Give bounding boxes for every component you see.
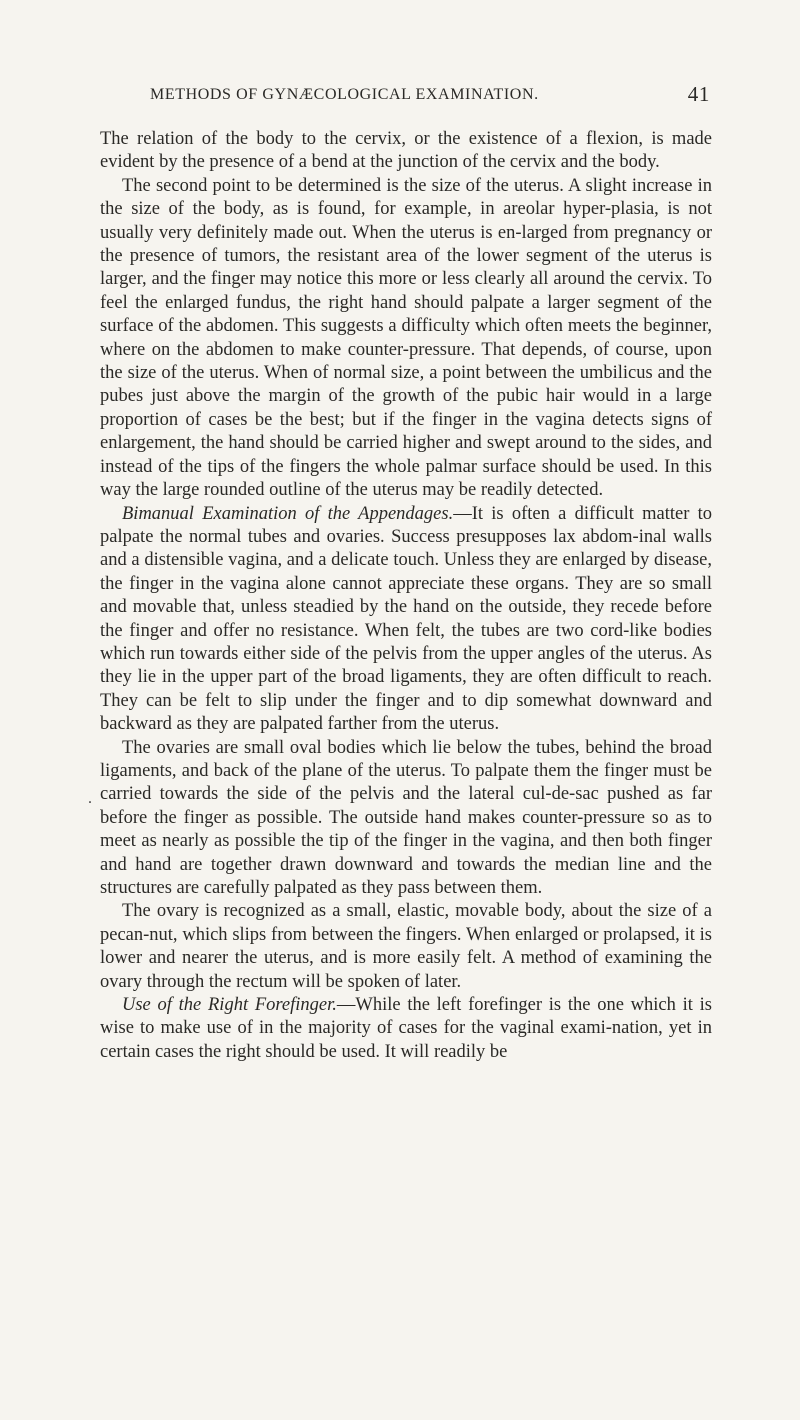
paragraph-text: The ovaries are small oval bodies which lie below the tubes, behind the broad ligaments, and back of the plane of the uterus. To palpate them the finger must be carried towards the side of the pelvis and the lateral cul-de-sac pushed as far before the finger as possible. The outside hand makes counter-pressure so as to meet as nearly as possible the tip of the finger in the vagina, and then both finger and hand are together drawn downward and towards the median line and the structures are carefully palpated as they pass between them.: [100, 737, 712, 898]
margin-mark: .: [88, 790, 92, 807]
paragraph-text: The ovary is recognized as a small, elastic, movable body, about the size of a pecan-nut, which slips from between the fingers. When enlarged or prolapsed, it is lower and nearer the uterus, and is more easily felt. A method of examining the ovary through the rectum will be spoken of later.: [100, 901, 712, 992]
running-head-title: METHODS OF GYNÆCOLOGICAL EXAMINATION.: [150, 86, 539, 103]
section-heading: Bimanual Examination of the Appendages.: [122, 503, 454, 524]
section-heading: Use of the Right Forefinger.: [122, 995, 337, 1016]
paragraph: [100, 737, 712, 901]
paragraph-text: The second point to be determined is the size of the uterus. A slight increase in the size of the body, as is found, for example, in areolar hyper-plasia, is not usually very definitely made out. When the uterus is en-larged from pregnancy or the presence of tumors, the resistant area of the lower segment of the uterus is larger, and the finger may notice this more or less clearly all around the cervix. To feel the enlarged fundus, the right hand should palpate a larger segment of the surface of the abdomen. This suggests a difficulty which often meets the beginner, where on the abdomen to make counter-pressure. That depends, of course, upon the size of the uterus. When of normal size, a point between the umbilicus and the pubes just above the margin of the growth of the pubic hair would in a large proportion of cases be the best; but if the finger in the vagina detects signs of enlargement, the hand should be carried higher and swept around to the sides, and instead of the tips of the fingers the whole palmar surface should be used. In this way the large rounded outline of the uterus may be readily detected.: [100, 175, 712, 501]
page-number: 41: [687, 82, 710, 106]
body-text: [100, 128, 712, 1064]
paragraph: [100, 128, 712, 175]
paragraph: [100, 175, 712, 503]
paragraph-text: —While the left forefinger is the one which it is wise to make use of in the majority of cases for the vaginal exami-nation, yet in certain cases the right should be used. It will readily be: [100, 995, 712, 1062]
paragraph-text: —It is often a difficult matter to palpate the normal tubes and ovaries. Success presupposes lax abdom-inal walls and a distensible vagina, and a delicate touch. Unless they are enlarged by disease, the finger in the vagina alone cannot appreciate these organs. They are so small and movable that, unless steadied by the hand on the outside, they recede before the finger and offer no resistance. When felt, the tubes are two cord-like bodies which run towards either side of the pelvis from the upper angles of the uterus. As they lie in the upper part of the broad ligaments, they are often difficult to reach. They can be felt to slip under the finger and to dip somewhat downward and backward as they are palpated farther from the uterus.: [100, 503, 713, 735]
paragraph: [100, 503, 712, 737]
paragraph: [100, 994, 712, 1064]
paragraph: [100, 900, 712, 994]
paragraph-text: The relation of the body to the cervix, or the existence of a flexion, is made evident by the presence of a bend at the junction of the cervix and the body.: [100, 129, 712, 173]
